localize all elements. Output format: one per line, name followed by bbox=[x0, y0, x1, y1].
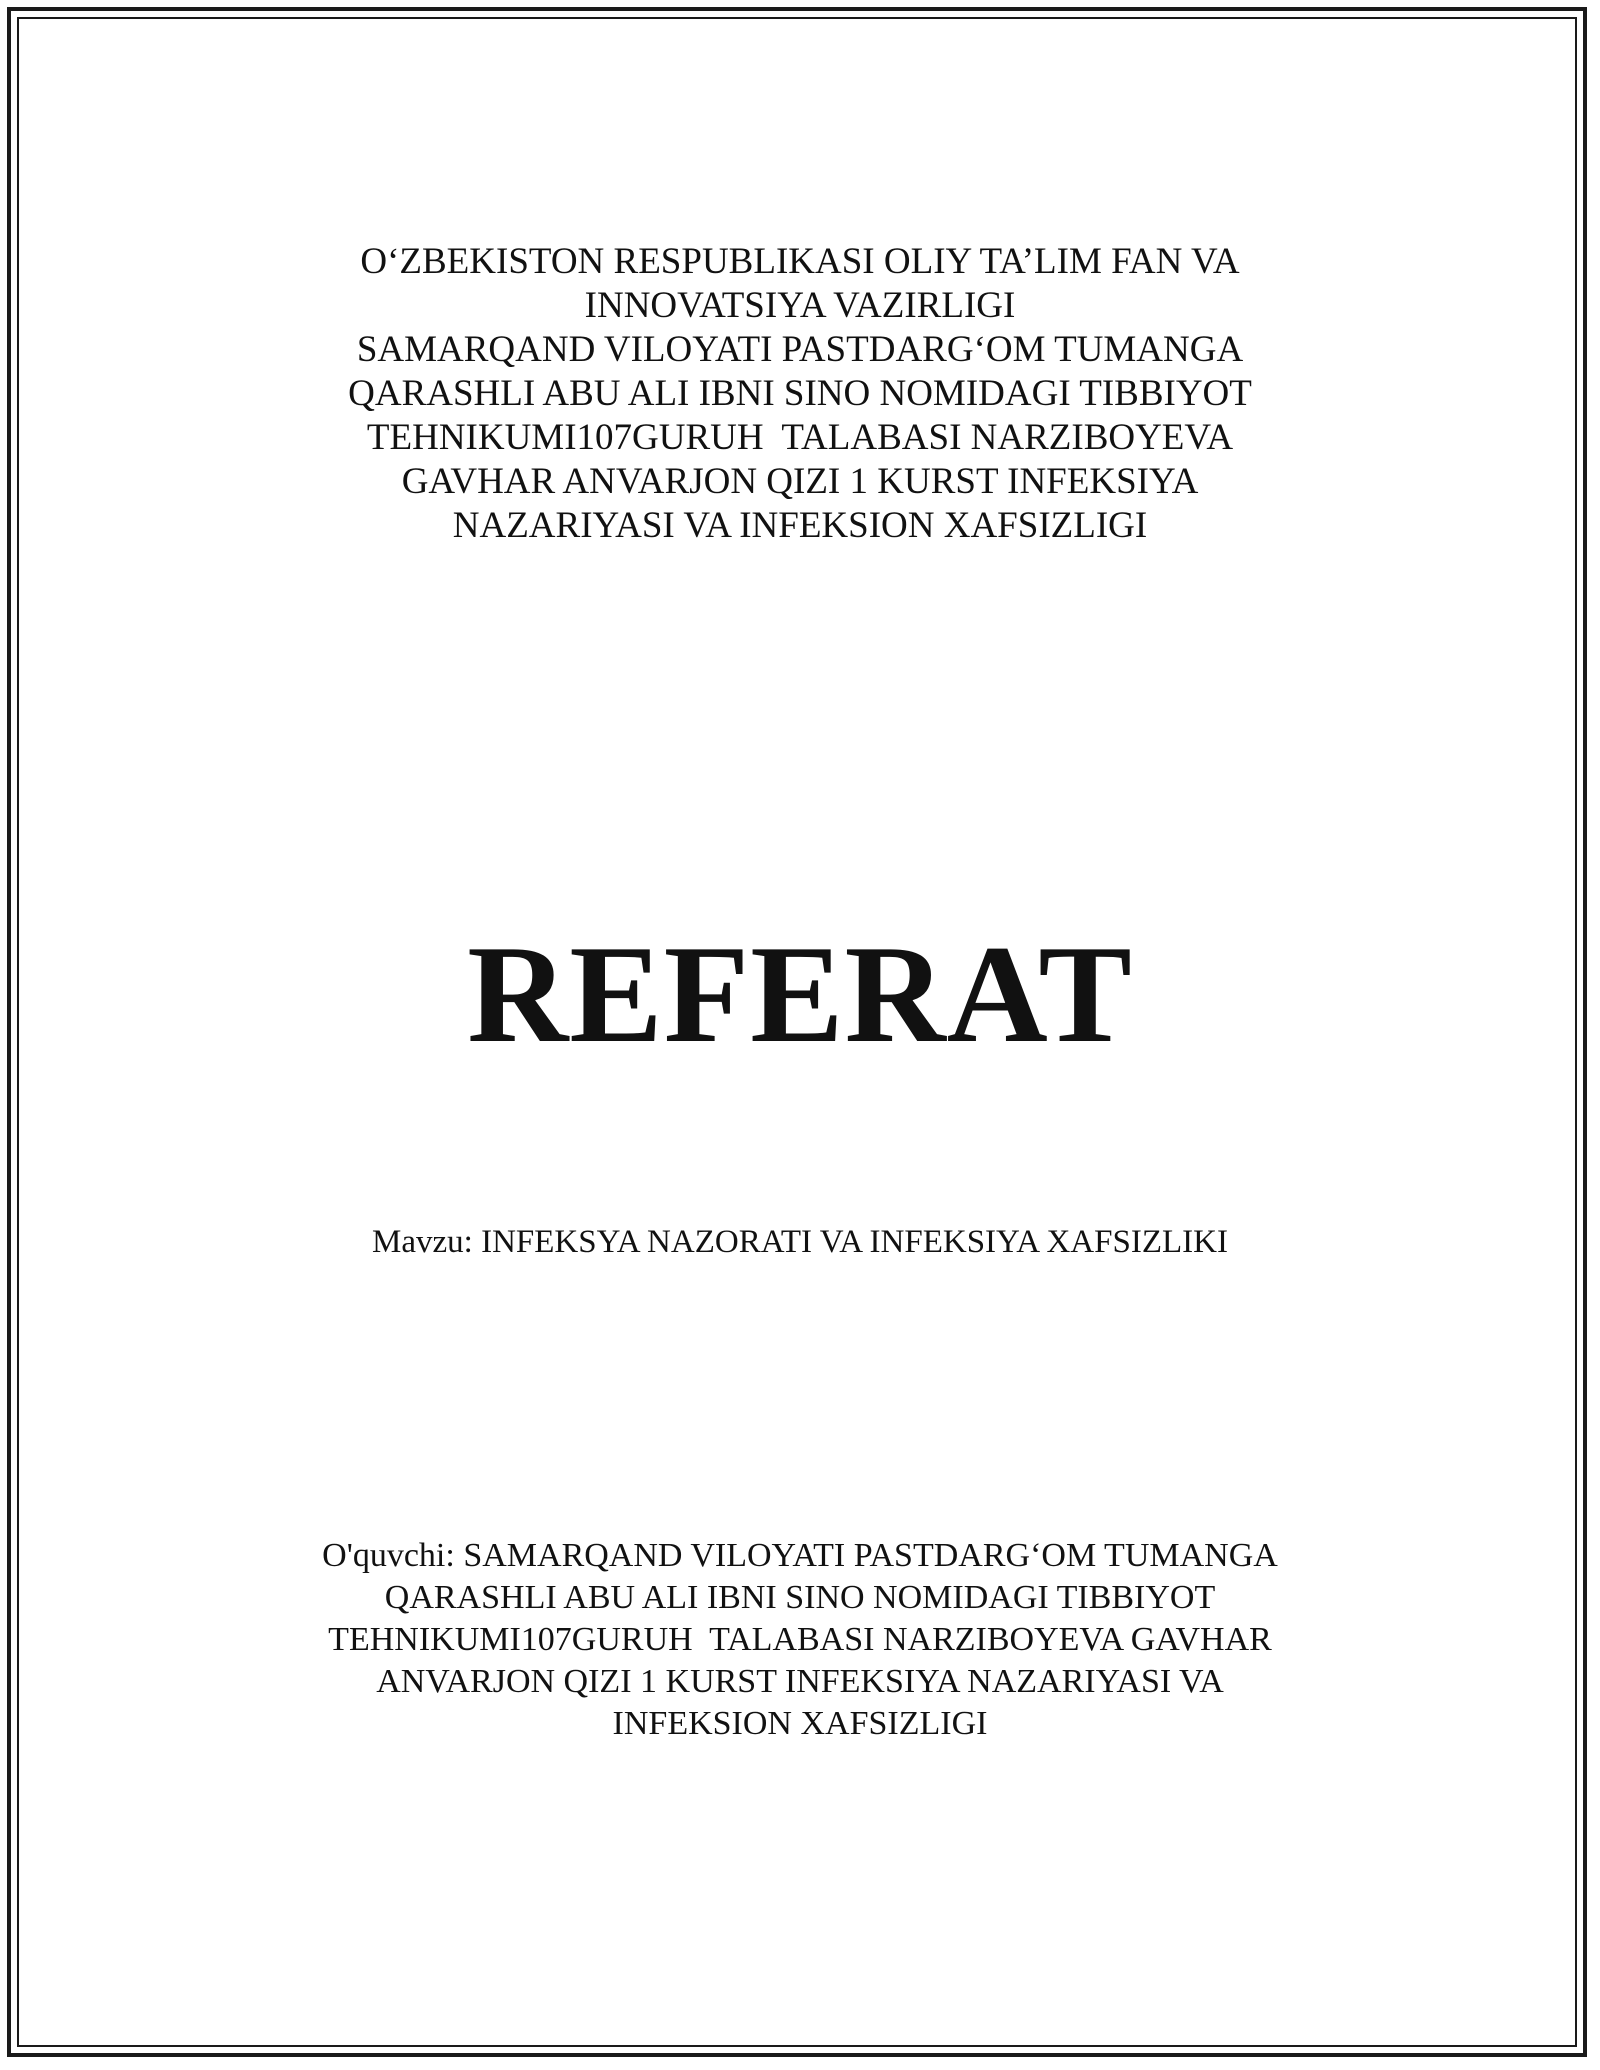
student-line: TEHNIKUMI107GURUH TALABASI NARZIBOYEVA GAVHAR bbox=[328, 1621, 1272, 1658]
document-title: REFERAT bbox=[467, 917, 1133, 1072]
topic-line: Mavzu: INFEKSYA NAZORATI VA INFEKSIYA XAFSIZLIKI bbox=[372, 1224, 1228, 1260]
header-line: SAMARQAND VILOYATI PASTDARG‘OM TUMANGA bbox=[356, 329, 1244, 370]
header-line: QARASHLI ABU ALI IBNI SINO NOMIDAGI TIBBIYOT bbox=[348, 373, 1252, 414]
institution-header bbox=[0, 240, 1600, 548]
header-line: GAVHAR ANVARJON QIZI 1 KURST INFEKSIYA bbox=[401, 461, 1199, 502]
header-line: INNOVATSIYA VAZIRLIGI bbox=[584, 285, 1016, 326]
header-line: TEHNIKUMI107GURUH TALABASI NARZIBOYEVA bbox=[366, 417, 1234, 458]
student-line: ANVARJON QIZI 1 KURST INFEKSIYA NAZARIYASI VA bbox=[376, 1663, 1224, 1700]
student-line: QARASHLI ABU ALI IBNI SINO NOMIDAGI TIBBIYOT bbox=[384, 1579, 1216, 1616]
header-line: O‘ZBEKISTON RESPUBLIKASI OLIY TA’LIM FAN VA bbox=[360, 241, 1240, 282]
header-line: NAZARIYASI VA INFEKSION XAFSIZLIGI bbox=[452, 505, 1148, 546]
student-info bbox=[0, 1535, 1600, 1745]
student-line: INFEKSION XAFSIZLIGI bbox=[612, 1705, 988, 1742]
student-line: O'quvchi: SAMARQAND VILOYATI PASTDARG‘OM TUMANGA bbox=[322, 1537, 1278, 1574]
